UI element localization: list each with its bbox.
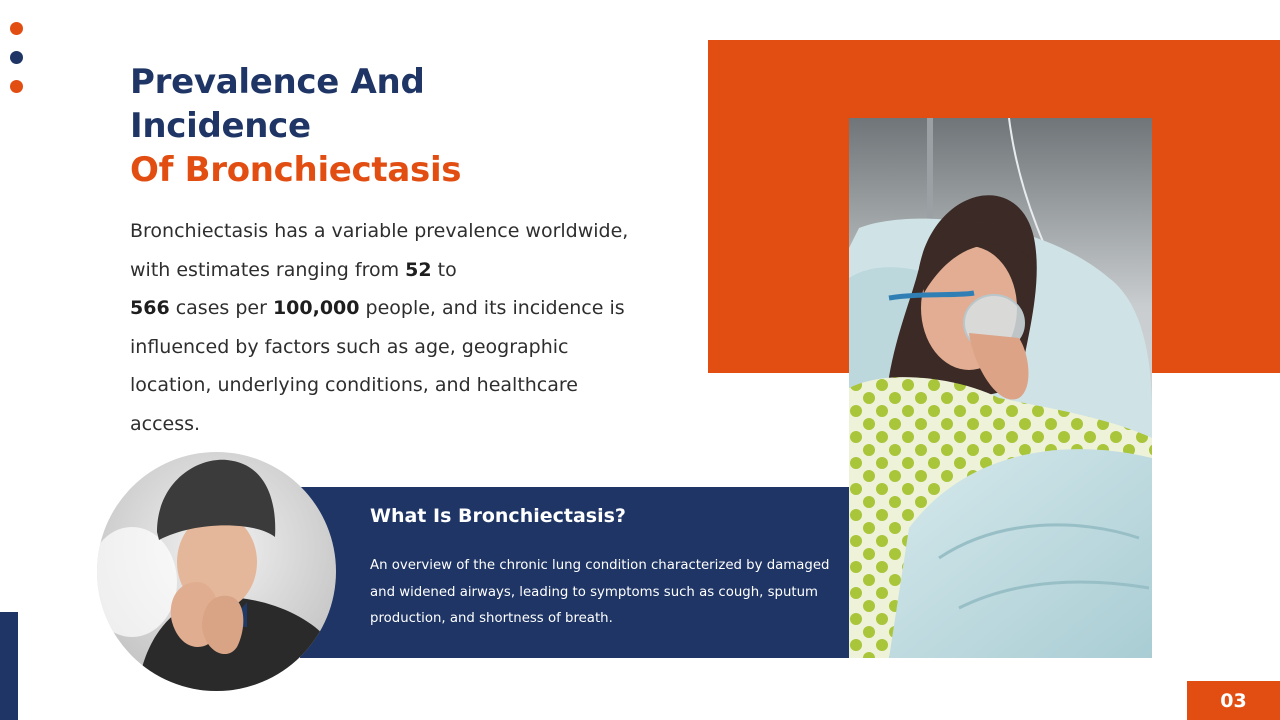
body-paragraph [130,212,650,443]
title-line-2: Incidence [130,106,311,146]
dot-icon-middle [10,51,23,64]
info-box-title: What Is Bronchiectasis? [370,505,626,527]
man-cold-breath-photo [97,452,336,691]
title-line-3: Of Bronchiectasis [130,150,462,190]
dot-icon-top [10,22,23,35]
page-number: 03 [1187,681,1280,720]
patient-photo-illustration [849,118,1152,658]
body-text-part-2: to [431,258,457,281]
body-text-part-1: Bronchiectasis has a variable prevalence worldwide, with estimates ranging from [130,220,629,281]
left-accent-bar [0,612,18,720]
dot-icon-bottom [10,80,23,93]
body-number-3: 100,000 [272,297,360,319]
slide-title [130,60,461,192]
body-number-1: 52 [405,258,432,281]
body-text-part-3: cases per [169,297,273,319]
body-number-2: 566 [130,297,170,319]
patient-oxygen-mask-photo [849,118,1152,658]
title-line-1: Prevalence And [130,62,425,102]
info-box-text: An overview of the chronic lung condition characterized by damaged and widened airways, leading to symptoms such as cough, sputum production, and shortness of breath. [370,558,830,626]
man-photo-illustration [97,452,336,691]
body-text-part-4: people, and its incidence is influenced by factors such as age, geographic location, underlying conditions, and healthcare access. [130,297,625,435]
